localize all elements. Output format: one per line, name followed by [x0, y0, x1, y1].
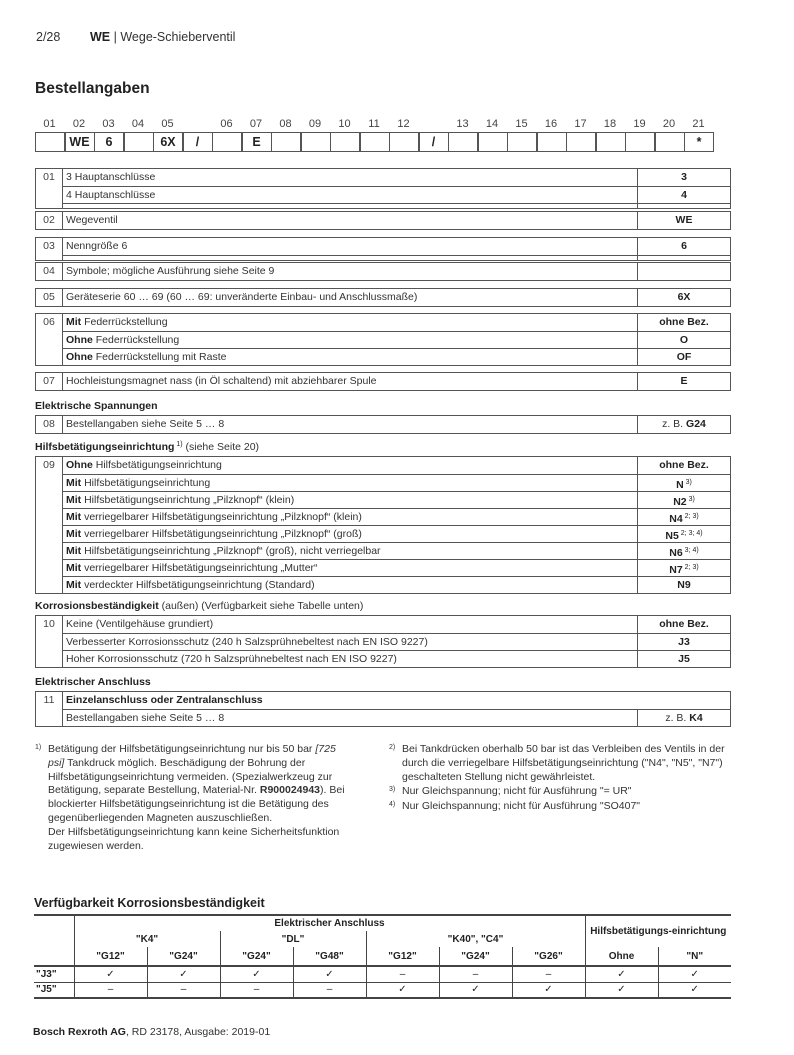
type-code-box — [35, 132, 65, 152]
option-row — [36, 559, 730, 576]
footnote-ref: 2; 3; 4) — [678, 530, 703, 537]
dash-icon: – — [147, 982, 220, 998]
availability-column-header: "G26" — [512, 947, 585, 966]
availability-column-header: "G12" — [366, 947, 439, 966]
option-code: 6 — [637, 238, 730, 255]
availability-header-row — [34, 915, 731, 931]
type-code-box — [212, 132, 242, 152]
option-row — [36, 692, 730, 709]
option-number: 08 — [43, 418, 55, 430]
option-row — [36, 457, 730, 474]
option-code: E — [637, 373, 730, 390]
option-number: 11 — [43, 694, 55, 706]
availability-column-header: "N" — [658, 947, 731, 966]
type-code-box — [596, 132, 626, 152]
type-code-box — [271, 132, 301, 152]
availability-column-row — [34, 947, 731, 966]
footnote-text: Nur Gleichspannung; nicht für Ausführung "= UR" — [402, 785, 632, 797]
type-code-box — [360, 132, 390, 152]
product-code: WE — [90, 30, 111, 44]
option-description: Hoher Korrosionsschutz (720 h Salzsprühnebeltest nach EN ISO 9227) — [63, 650, 637, 667]
check-icon: ✓ — [512, 982, 585, 998]
type-code-box: * — [684, 132, 714, 152]
option-row — [36, 616, 730, 633]
footnote — [389, 800, 734, 814]
availability-column-header: "G12" — [74, 947, 147, 966]
option-code: z. B. G24 — [637, 416, 730, 433]
option-row — [36, 212, 730, 229]
option-description: Ohne Hilfsbetätigungseinrichtung — [66, 459, 222, 471]
footnote-text: Nur Gleichspannung; nicht für Ausführung "SO407" — [402, 800, 641, 812]
section-title: Elektrischer Anschluss — [35, 676, 151, 688]
check-icon: ✓ — [585, 982, 658, 998]
footnote — [35, 743, 355, 853]
type-code-box — [537, 132, 567, 152]
check-icon: ✓ — [147, 966, 220, 982]
option-number: 03 — [43, 240, 55, 252]
option-code: N9 — [637, 576, 730, 593]
option-spacer-row — [36, 255, 730, 260]
footnote-marker: 1) — [35, 744, 42, 751]
option-description: Bestellangaben siehe Seite 5 … 8 — [66, 418, 225, 430]
option-code: ohne Bez. — [637, 457, 730, 474]
availability-column-header: "G24" — [220, 947, 293, 966]
footnote-ref: 2; 3) — [682, 513, 699, 520]
option-description: 4 Hauptanschlüsse — [63, 186, 637, 203]
option-number: 04 — [43, 265, 55, 277]
option-description: Mit Hilfsbetätigungseinrichtung „Pilzknopf“ (klein) — [63, 491, 637, 508]
dash-icon: – — [366, 966, 439, 982]
page-number: 2/28 — [36, 30, 61, 44]
option-row — [36, 650, 730, 667]
type-code-position: 04 — [131, 118, 145, 130]
type-code-position: 21 — [692, 118, 705, 130]
section-note: (außen) (Verfügbarkeit siehe Tabelle unten) — [158, 600, 364, 612]
option-description: Wegeventil — [66, 214, 118, 226]
option-number: 01 — [43, 171, 55, 183]
type-code-position: 14 — [485, 118, 499, 130]
section-heading — [35, 600, 363, 612]
type-code-box: WE — [65, 132, 95, 152]
availability-subgroup: "K40", "C4" — [366, 931, 585, 947]
check-icon: ✓ — [585, 966, 658, 982]
option-description: Mit Hilfsbetätigungseinrichtung „Pilzknopf“ (groß), nicht verriegelbar — [63, 542, 637, 559]
footnote-text: Bei Tankdrücken oberhalb 50 bar ist das Verbleiben des Ventils in der durch die verriegelbare Hilfsbetätigungseinrichtung ("N4", "N5", "N7") geschalteten Stellung nicht gewährleistet. — [402, 743, 725, 783]
type-code-boxes — [35, 132, 725, 152]
type-code-position: 12 — [397, 118, 410, 130]
option-description: Verbesserter Korrosionsschutz (240 h Salzsprühnebeltest nach EN ISO 9227) — [63, 633, 637, 650]
check-icon: ✓ — [658, 966, 731, 982]
type-code-box — [655, 132, 685, 152]
option-code: N6 $^{3; 4)}$ — [637, 542, 730, 559]
option-row — [36, 238, 730, 255]
type-code-box — [330, 132, 360, 152]
section-title: Elektrische Spannungen — [35, 400, 158, 412]
section-heading — [35, 441, 259, 453]
option-description: Ohne Federrückstellung — [63, 331, 637, 348]
availability-table — [34, 914, 731, 999]
option-group-01 — [35, 168, 731, 209]
type-code-box — [625, 132, 655, 152]
option-row — [36, 186, 730, 203]
footnote — [389, 785, 734, 799]
check-icon: ✓ — [439, 982, 512, 998]
check-icon: ✓ — [658, 982, 731, 998]
availability-row — [34, 966, 731, 982]
option-group-05 — [35, 288, 731, 307]
availability-row — [34, 982, 731, 998]
type-code-box: / — [419, 132, 449, 152]
option-number: 05 — [43, 291, 55, 303]
option-description: Mit Federrückstellung — [66, 316, 168, 328]
option-group-09 — [35, 456, 731, 594]
type-code-position: 08 — [279, 118, 292, 130]
type-code-box: E — [242, 132, 272, 152]
type-code-position: 06 — [220, 118, 233, 130]
availability-subgroup: "K4" — [74, 931, 220, 947]
option-row — [36, 169, 730, 186]
option-code: WE — [637, 212, 730, 229]
section-heading — [35, 400, 158, 412]
footnote-ref: 1) — [174, 441, 183, 448]
option-description: Mit verriegelbarer Hilfsbetätigungseinrichtung „Mutter“ — [63, 559, 637, 576]
type-code-positions — [35, 118, 725, 132]
product-name: Wege-Schieberventil — [120, 30, 236, 44]
option-spacer-row — [36, 203, 730, 208]
type-code-position: 16 — [544, 118, 558, 130]
footnote — [389, 743, 734, 784]
option-code: N4 $^{2; 3)}$ — [637, 508, 730, 525]
option-description: Mit verriegelbarer Hilfsbetätigungseinrichtung „Pilzknopf“ (groß) — [63, 525, 637, 542]
type-code-box — [507, 132, 537, 152]
option-group-04 — [35, 262, 731, 281]
type-code-box — [301, 132, 331, 152]
option-row — [36, 633, 730, 650]
availability-title: Verfügbarkeit Korrosionsbeständigkeit — [34, 896, 265, 910]
option-description: 3 Hauptanschlüsse — [66, 171, 156, 183]
option-code: 6X — [637, 289, 730, 306]
option-code: N2 $^{3)}$ — [637, 491, 730, 508]
option-row — [36, 525, 730, 542]
header-separator: | — [110, 30, 121, 44]
availability-subgroup: "DL" — [220, 931, 366, 947]
page-footer — [33, 1026, 270, 1038]
page-title: Bestellangaben — [35, 80, 150, 97]
option-description: Mit Hilfsbetätigungseinrichtung — [63, 474, 637, 491]
type-code-position: 15 — [515, 118, 528, 130]
type-code-box — [478, 132, 508, 152]
option-row — [36, 373, 730, 390]
option-row — [36, 331, 730, 348]
option-description: Symbole; mögliche Ausführung siehe Seite 9 — [66, 265, 275, 277]
dash-icon: – — [74, 982, 147, 998]
option-code: O — [637, 331, 730, 348]
option-description: Bestellangaben siehe Seite 5 … 8 — [63, 709, 637, 726]
check-icon: ✓ — [220, 966, 293, 982]
type-code-position: 19 — [633, 118, 646, 130]
option-row — [36, 314, 730, 331]
type-code-position: 13 — [456, 118, 469, 130]
footnote-ref: 2; 3) — [682, 564, 699, 571]
option-group-10 — [35, 615, 731, 668]
option-description: Geräteserie 60 … 69 (60 … 69: unveränderte Einbau- und Anschlussmaße) — [66, 291, 418, 303]
type-code-position: 07 — [249, 118, 263, 130]
option-number: 10 — [43, 618, 55, 630]
footer-document-info: , RD 23178, Ausgabe: 2019-01 — [125, 1026, 271, 1038]
availability-column-header: "G48" — [293, 947, 366, 966]
type-code-box — [389, 132, 419, 152]
option-description: Mit verdeckter Hilfsbetätigungseinrichtung (Standard) — [63, 576, 637, 593]
type-code-position: 01 — [43, 118, 56, 130]
footnote-ref: 3; 4) — [682, 547, 699, 554]
availability-group-header: Elektrischer Anschluss — [74, 915, 585, 931]
type-code-position: 09 — [308, 118, 322, 130]
section-title: Korrosionsbeständigkeit — [35, 600, 159, 612]
availability-row-label: "J3" — [34, 966, 74, 982]
page-header — [36, 30, 235, 44]
code-prefix: z. B. — [662, 418, 687, 430]
option-row — [36, 491, 730, 508]
option-row — [36, 416, 730, 433]
type-code-box — [448, 132, 478, 152]
option-group-03 — [35, 237, 731, 261]
type-code-position: 18 — [603, 118, 617, 130]
option-description: Einzelanschluss oder Zentralanschluss — [66, 694, 263, 706]
section-heading — [35, 676, 151, 688]
option-code: ohne Bez. — [637, 314, 730, 331]
code-prefix: z. B. — [665, 712, 690, 724]
type-code-position: 03 — [102, 118, 115, 130]
option-code: N $^{3)}$ — [637, 474, 730, 491]
footnote-marker: 2) — [389, 744, 396, 751]
availability-column-header: "G24" — [439, 947, 512, 966]
option-row — [36, 542, 730, 559]
option-number: 09 — [43, 459, 55, 471]
type-code-position: 05 — [161, 118, 174, 130]
type-code-box: 6 — [94, 132, 124, 152]
option-code: ohne Bez. — [637, 616, 730, 633]
option-code: J3 — [637, 633, 730, 650]
option-number: 02 — [43, 214, 55, 226]
option-code — [637, 263, 730, 280]
availability-row-label: "J5" — [34, 982, 74, 998]
type-code-box: / — [183, 132, 213, 152]
dash-icon: – — [512, 966, 585, 982]
option-number: 07 — [43, 375, 55, 387]
option-row — [36, 263, 730, 280]
type-code-box — [124, 132, 154, 152]
dash-icon: – — [220, 982, 293, 998]
option-row — [36, 709, 730, 726]
option-description: Nenngröße 6 — [66, 240, 128, 252]
section-note: (siehe Seite 20) — [182, 441, 260, 453]
option-code: N5 $^{2; 3; 4)}$ — [637, 525, 730, 542]
option-number: 06 — [43, 316, 55, 328]
option-code: J5 — [637, 650, 730, 667]
option-description: Ohne Federrückstellung mit Raste — [63, 348, 637, 365]
availability-column-header: Ohne — [585, 947, 658, 966]
type-code-position: 10 — [338, 118, 351, 130]
option-code: 3 — [637, 169, 730, 186]
footnote-ref: 3) — [686, 496, 695, 503]
footnote-text: Betätigung der Hilfsbetätigungseinrichtung nur bis 50 bar [725 psi] Tankdruck möglich. Beschädigung der Bohrung der Hilfsbetätigungseinrichtung vermeiden. (Spezialwerkzeug zur Betätigung, separate Bestellung, Material-Nr. R900024943). Bei blockierter Hilfsbetätigungseinrichtung ist die Betätigung des gegenüberliegenden Magneten auszuschließen. Der Hilfsbetätigungseinrichtung kann keine Sicherheitsfunktion zugewiesen werden. — [48, 743, 345, 852]
dash-icon: – — [439, 966, 512, 982]
footnote-marker: 4) — [389, 801, 396, 808]
option-row — [36, 348, 730, 365]
option-description: Keine (Ventilgehäuse grundiert) — [66, 618, 214, 630]
check-icon: ✓ — [74, 966, 147, 982]
type-code-position: 20 — [662, 118, 676, 130]
type-code-position: 02 — [72, 118, 86, 130]
option-code: OF — [637, 348, 730, 365]
option-group-06 — [35, 313, 731, 366]
option-group-11 — [35, 691, 731, 727]
option-row — [36, 289, 730, 306]
dash-icon: – — [293, 982, 366, 998]
option-group-02 — [35, 211, 731, 230]
option-row — [36, 576, 730, 593]
option-code: 4 — [637, 186, 730, 203]
option-description: Hochleistungsmagnet nass (in Öl schaltend) mit abziehbarer Spule — [66, 375, 377, 387]
footnote-ref: 3) — [683, 479, 692, 486]
section-title: Hilfsbetätigungseinrichtung — [35, 441, 175, 453]
type-code-position: 11 — [368, 118, 380, 130]
footer-company: Bosch Rexroth AG — [33, 1026, 126, 1038]
option-group-08 — [35, 415, 731, 434]
availability-column-header: "G24" — [147, 947, 220, 966]
type-code-position: 17 — [574, 118, 587, 130]
option-code: z. B. K4 — [637, 709, 730, 726]
option-description: Mit verriegelbarer Hilfsbetätigungseinrichtung „Pilzknopf“ (klein) — [63, 508, 637, 525]
availability-aux-header: Hilfsbetätigungs-einrichtung — [585, 915, 731, 947]
availability-corner — [34, 915, 74, 966]
option-row — [36, 508, 730, 525]
footnote-marker: 3) — [389, 786, 396, 793]
check-icon: ✓ — [293, 966, 366, 982]
type-code-box: 6X — [153, 132, 183, 152]
option-group-07 — [35, 372, 731, 391]
option-code: N7 $^{2; 3)}$ — [637, 559, 730, 576]
type-code-box — [566, 132, 596, 152]
check-icon: ✓ — [366, 982, 439, 998]
option-row — [36, 474, 730, 491]
